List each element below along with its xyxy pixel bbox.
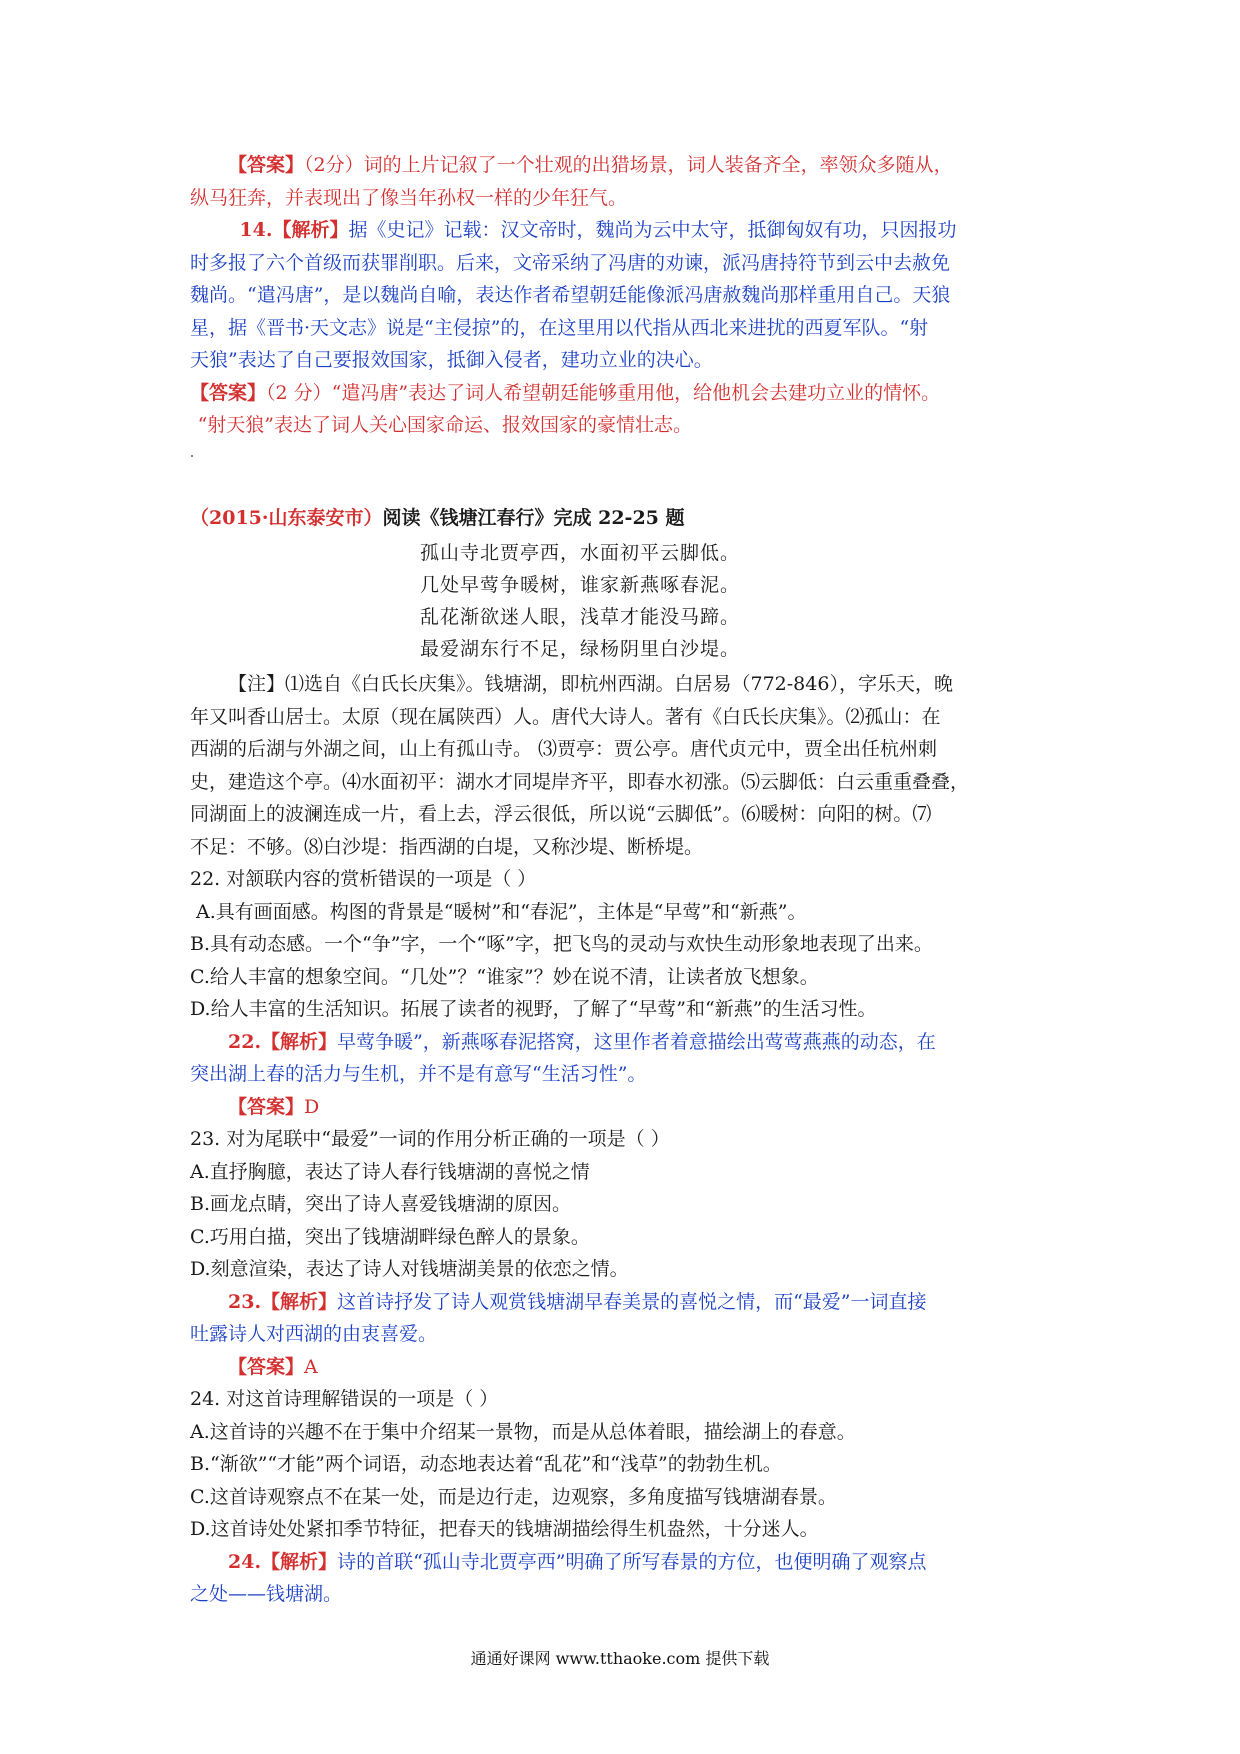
option-b: B.画龙点睛，突出了诗人喜爱钱塘湖的原因。 <box>190 1193 572 1215</box>
question-22 <box>190 863 1070 1123</box>
analysis-line: 23.【解析】这首诗抒发了诗人观赏钱塘湖早春美景的喜悦之情，而“最爱”一词直接 <box>228 1290 927 1313</box>
poem-line: 几处早莺争暖树，谁家新燕啄春泥。 <box>420 574 741 596</box>
option-a: A.这首诗的兴趣不在于集中介绍某一景物，而是从总体着眼，描绘湖上的春意。 <box>190 1420 856 1443</box>
analysis-block-14 <box>190 214 1070 442</box>
notes-line: 不足：不够。⑻白沙堤：指西湖的白堤，又称沙堤、断桥堤。 <box>190 835 704 858</box>
poem-line: 乱花渐欲迷人眼，浅草才能没马蹄。 <box>420 606 741 628</box>
question-stem: 22. 对颔联内容的赏析错误的一项是（ ） <box>190 868 537 890</box>
analysis-line: 之处——钱塘湖。 <box>190 1583 343 1605</box>
question-24 <box>190 1383 1070 1611</box>
notes <box>190 668 1070 863</box>
analysis-line: 22.【解析】早莺争暖”，新燕啄春泥搭窝，这里作者着意描绘出莺莺燕燕的动态，在 <box>228 1030 936 1053</box>
analysis-line: 时多报了六个首级而获罪削职。后来，文帝采纳了冯唐的劝谏，派冯唐持符节到云中去赦免 <box>190 251 951 274</box>
answer-block-13 <box>190 149 1070 214</box>
answer-line: 纵马狂奔，并表现出了像当年孙权一样的少年狂气。 <box>190 186 628 209</box>
question-stem: 23. 对为尾联中“最爱”一词的作用分析正确的一项是（ ） <box>190 1128 670 1150</box>
answer-line: 【答案】A <box>228 1355 318 1378</box>
option-c: C.给人丰富的想象空间。“几处”？“谁家”？妙在说不清，让读者放飞想象。 <box>190 965 819 988</box>
question-stem: 24. 对这首诗理解错误的一项是（ ） <box>190 1388 499 1410</box>
analysis-line: 突出湖上春的活力与生机，并不是有意写“生活习性”。 <box>190 1063 647 1085</box>
answer-line: “射天狼”表达了词人关心国家命运、报效国家的豪情壮志。 <box>197 414 693 436</box>
option-a: A.具有画面感。构图的背景是“暖树”和“春泥”，主体是“早莺”和“新燕”。 <box>196 900 807 923</box>
option-c: C.这首诗观察点不在某一处，而是边行走，边观察，多角度描写钱塘湖春景。 <box>190 1485 837 1508</box>
analysis-line: 14.【解析】据《史记》记载：汉文帝时，魏尚为云中太守，抵御匈奴有功，只因报功 <box>239 219 957 241</box>
notes-line: 【注】⑴选自《白氏长庆集》。钱塘湖，即杭州西湖。白居易（772-846），字乐天，晚 <box>228 673 953 695</box>
option-c: C.巧用白描，突出了钱塘湖畔绿色醉人的景象。 <box>190 1225 590 1248</box>
answer-line: 【答案】D <box>228 1095 320 1118</box>
option-d: D.这首诗处处紧扣季节特征，把春天的钱塘湖描绘得生机盎然，十分迷人。 <box>190 1518 819 1540</box>
option-d: D.刻意渲染，表达了诗人对钱塘湖美景的依恋之情。 <box>190 1258 629 1280</box>
option-a: A.直抒胸臆，表达了诗人春行钱塘湖的喜悦之情 <box>190 1160 590 1183</box>
analysis-line: 24.【解析】诗的首联“孤山寺北贾亭西”明确了所写春景的方位，也便明确了观察点 <box>228 1550 927 1573</box>
option-b: B.具有动态感。一个“争”字，一个“啄”字，把飞鸟的灵动与欢快生动形象地表现了出来。 <box>190 933 933 955</box>
section-heading: （2015·山东泰安市）阅读《钱塘江春行》完成 22-25 题 <box>190 507 685 529</box>
answer-line: 【答案】（2分）词的上片记叙了一个壮观的出猎场景，词人装备齐全，率领众多随从， <box>228 154 953 176</box>
poem-line: 最爱湖东行不足，绿杨阴里白沙堤。 <box>420 638 741 660</box>
notes-line: 年又叫香山居士。太原（现在属陕西）人。唐代大诗人。著有《白氏长庆集》。⑵孤山：在 <box>190 705 941 728</box>
option-d: D.给人丰富的生活知识。拓展了读者的视野，了解了“早莺”和“新燕”的生活习性。 <box>190 998 877 1020</box>
question-23 <box>190 1123 1070 1383</box>
answer-line: 【答案】（2 分）“遣冯唐”表达了词人希望朝廷能够重用他，给他机会去建功立业的情怀。 <box>190 381 941 404</box>
analysis-line: 魏尚。“遣冯唐”，是以魏尚自喻，表达作者希望朝廷能像派冯唐赦魏尚那样重用自己。天狼 <box>190 284 951 306</box>
option-b: B.“渐欲”“才能”两个词语，动态地表达着“乱花”和“浅草”的勃勃生机。 <box>190 1453 782 1475</box>
poem <box>420 537 740 665</box>
poem-line: 孤山寺北贾亭西，水面初平云脚低。 <box>420 542 741 564</box>
stray-mark <box>191 455 193 457</box>
analysis-line: 星，据《晋书·天文志》说是“主侵掠”的，在这里用以代指从西北来进扰的西夏军队。“射 <box>190 316 929 339</box>
notes-line: 西湖的后湖与外湖之间，山上有孤山寺。 ⑶贾亭：贾公亭。唐代贞元中，贾全出任杭州刺 <box>190 738 938 760</box>
notes-line: 同湖面上的波澜连成一片，看上去，浮云很低，所以说“云脚低”。⑹暖树：向阳的树。⑺ <box>190 803 932 825</box>
notes-line: 史，建造这个亭。⑷水面初平：湖水才同堤岸齐平，即春水初涨。⑸云脚低：白云重重叠叠， <box>190 770 970 793</box>
page-footer: 通通好课网 www.tthaoke.com 提供下载 <box>470 1649 770 1668</box>
analysis-line: 吐露诗人对西湖的由衷喜爱。 <box>190 1323 438 1345</box>
analysis-line: 天狼”表达了自己要报效国家，抵御入侵者，建功立业的决心。 <box>190 349 713 371</box>
